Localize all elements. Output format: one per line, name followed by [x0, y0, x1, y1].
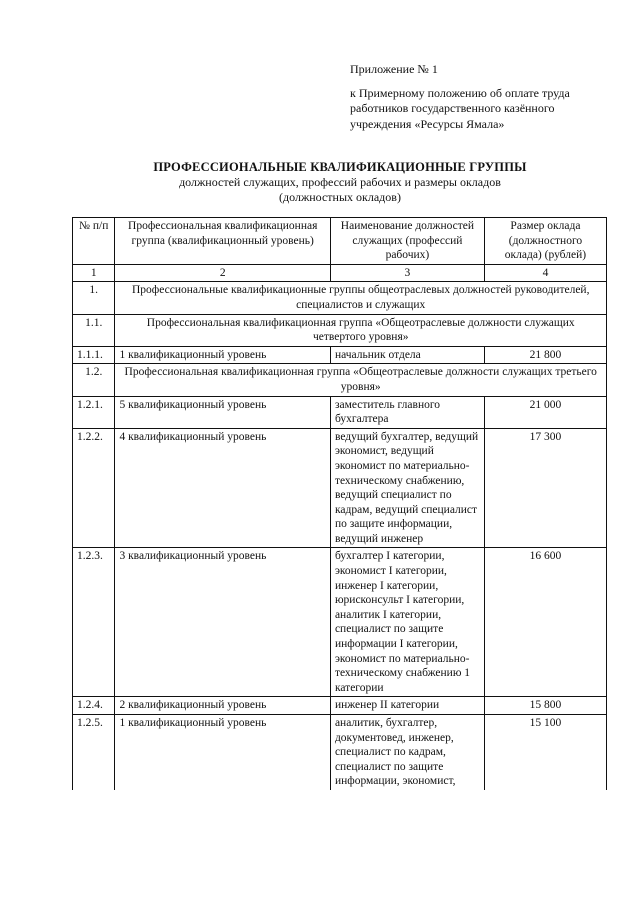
table-header-row	[73, 218, 607, 265]
table-row	[73, 364, 607, 396]
row-number: 1.2.3.	[73, 548, 115, 697]
row-number: 1.2.4.	[73, 697, 115, 715]
salary: 15 800	[484, 697, 606, 715]
table-row	[73, 396, 607, 428]
positions: инженер II категории	[330, 697, 484, 715]
qualification-level: 3 квалификационный уровень	[115, 548, 331, 697]
row-number: 1.	[73, 282, 115, 314]
qualification-level: 4 квалификационный уровень	[115, 428, 331, 548]
positions: бухгалтер I категории, экономист I категории, инженер I категории, юрисконсульт I категории, аналитик I категории, специалист по защите информации I категории, экономист по материально-техническому снабжению 1 категории	[330, 548, 484, 697]
row-number: 1.2.	[73, 364, 115, 396]
appendix-number: Приложение № 1	[350, 62, 438, 76]
row-number: 1.2.1.	[73, 396, 115, 428]
qualification-table	[72, 217, 607, 790]
column-number: 3	[330, 264, 484, 282]
header-salary: Размер оклада (должностного оклада) (рублей)	[484, 218, 606, 265]
salary: 15 100	[484, 715, 606, 790]
positions: аналитик, бухгалтер, документовед, инженер, специалист по кадрам, специалист по защите информации, экономист,	[330, 715, 484, 790]
header-positions: Наименование должностей служащих (профессий рабочих)	[330, 218, 484, 265]
positions: ведущий бухгалтер, ведущий экономист, ведущий экономист по материально-техническому снабжению, ведущий специалист по кадрам, ведущий специалист по защите информации, ведущий инженер	[330, 428, 484, 548]
positions: начальник отдела	[330, 346, 484, 364]
group-heading: Профессиональные квалификационные группы общеотраслевых должностей руководителей, специалистов и служащих	[115, 282, 607, 314]
appendix-block	[350, 62, 620, 132]
column-number-row	[73, 264, 607, 282]
table-row	[73, 346, 607, 364]
table-row	[73, 548, 607, 697]
column-number: 4	[484, 264, 606, 282]
appendix-line-3: учреждения «Ресурсы Ямала»	[350, 116, 505, 131]
table-row	[73, 314, 607, 346]
positions: заместитель главного бухгалтера	[330, 396, 484, 428]
salary: 21 800	[484, 346, 606, 364]
qualification-level: 1 квалификационный уровень	[115, 346, 331, 364]
group-heading: Профессиональная квалификационная группа «Общеотраслевые должности служащих четвертого уровня»	[115, 314, 607, 346]
table-row	[73, 282, 607, 314]
header-group: Профессиональная квалификационная группа (квалификационный уровень)	[115, 218, 331, 265]
column-number: 1	[73, 264, 115, 282]
qualification-level: 5 квалификационный уровень	[115, 396, 331, 428]
title-sub-2: (должностных окладов)	[279, 190, 401, 204]
table-row	[73, 428, 607, 548]
row-number: 1.1.	[73, 314, 115, 346]
table-row	[73, 697, 607, 715]
title-main: ПРОФЕССИОНАЛЬНЫЕ КВАЛИФИКАЦИОННЫЕ ГРУППЫ	[153, 160, 527, 174]
row-number: 1.1.1.	[73, 346, 115, 364]
document-title	[60, 160, 620, 205]
column-number: 2	[115, 264, 331, 282]
salary: 16 600	[484, 548, 606, 697]
salary: 17 300	[484, 428, 606, 548]
row-number: 1.2.5.	[73, 715, 115, 790]
salary: 21 000	[484, 396, 606, 428]
appendix-line-2: работников государственного казённого	[350, 101, 555, 115]
appendix-line-1: к Примерному положению об оплате труда	[350, 85, 570, 100]
header-number: № п/п	[73, 218, 115, 265]
qualification-level: 2 квалификационный уровень	[115, 697, 331, 715]
qualification-level: 1 квалификационный уровень	[115, 715, 331, 790]
row-number: 1.2.2.	[73, 428, 115, 548]
group-heading: Профессиональная квалификационная группа «Общеотраслевые должности служащих третьего уровня»	[115, 364, 607, 396]
title-sub-1: должностей служащих, профессий рабочих и размеры окладов	[179, 175, 501, 189]
table-row	[73, 715, 607, 790]
